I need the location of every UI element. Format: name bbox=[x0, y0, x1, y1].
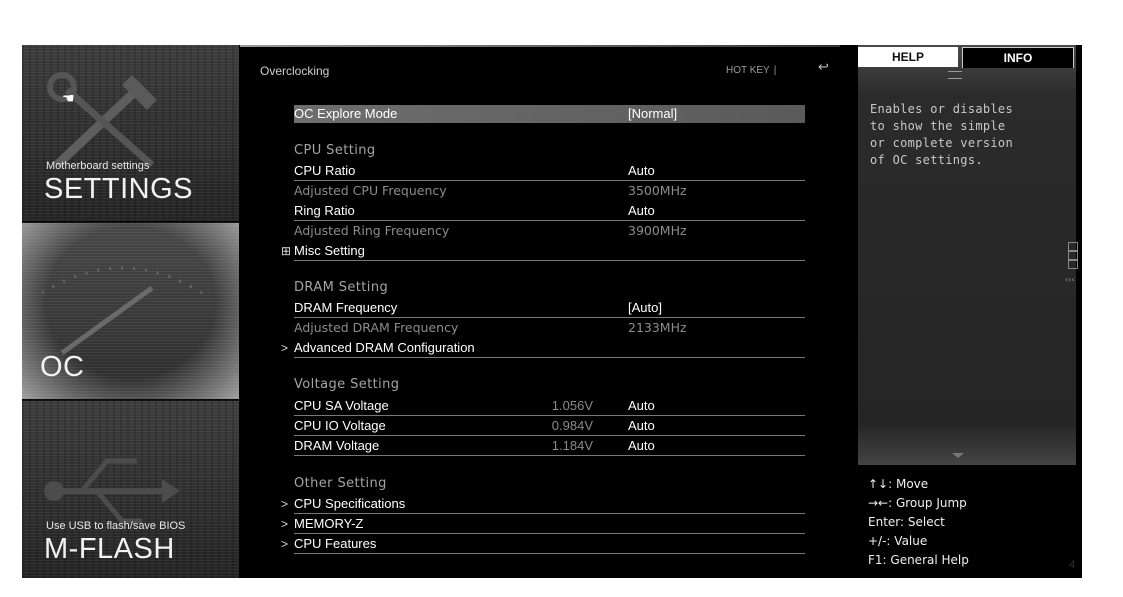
row-value: Auto bbox=[628, 203, 655, 218]
oc-title: OC bbox=[40, 351, 85, 383]
voltage-reading: 1.184V bbox=[551, 438, 593, 453]
row-label: Advanced DRAM Configuration bbox=[294, 340, 475, 355]
key-legend bbox=[868, 475, 969, 570]
key-legend-item: →←: Group Jump bbox=[868, 496, 967, 510]
adjusted-ring-frequency-row bbox=[294, 222, 805, 240]
ring-ratio-row[interactable] bbox=[294, 202, 805, 221]
row-label: Adjusted Ring Frequency bbox=[294, 223, 450, 238]
mflash-subtitle: Use USB to flash/save BIOS bbox=[46, 520, 186, 532]
row-label: Ring Ratio bbox=[294, 203, 355, 218]
scrollbar-segment[interactable] bbox=[1068, 260, 1078, 269]
chevron-right-icon: > bbox=[281, 497, 289, 511]
tab-info[interactable]: INFO bbox=[962, 47, 1074, 68]
section-header-label: Other Setting bbox=[294, 476, 387, 491]
adjusted-cpu-frequency-row bbox=[294, 182, 805, 200]
row-label: DRAM Frequency bbox=[294, 300, 398, 315]
help-line: of OC settings. bbox=[870, 153, 983, 167]
help-panel bbox=[840, 45, 1082, 578]
chevron-right-icon: > bbox=[281, 517, 289, 531]
scroll-up-grip-icon[interactable] bbox=[948, 71, 962, 79]
mflash-tile[interactable] bbox=[22, 401, 239, 578]
usb-icon bbox=[42, 441, 182, 531]
settings-title: SETTINGS bbox=[44, 173, 194, 205]
voltage-reading: 1.056V bbox=[551, 398, 593, 413]
oc-tile[interactable] bbox=[22, 223, 239, 400]
help-text bbox=[870, 101, 1066, 169]
help-line: or complete version bbox=[870, 136, 1013, 150]
dram-voltage-row[interactable] bbox=[294, 437, 805, 456]
sidebar bbox=[22, 45, 239, 578]
gauge-icon bbox=[32, 233, 222, 363]
breadcrumb: Overclocking bbox=[260, 64, 330, 78]
cpu-specifications-row[interactable] bbox=[281, 495, 805, 514]
tab-help[interactable]: HELP bbox=[858, 47, 958, 67]
section-header-label: DRAM Setting bbox=[294, 280, 389, 295]
row-label: CPU Ratio bbox=[294, 163, 356, 178]
hotkey-label: HOT KEY bbox=[726, 65, 770, 76]
mflash-title: M-FLASH bbox=[44, 533, 175, 565]
dram-frequency-row[interactable] bbox=[294, 299, 805, 318]
mouse-cursor-icon: ☚ bbox=[62, 91, 75, 107]
cpu-features-row[interactable] bbox=[281, 535, 805, 554]
chevron-right-icon: > bbox=[281, 341, 289, 355]
section-header-voltage bbox=[294, 376, 805, 394]
row-label: CPU SA Voltage bbox=[294, 398, 389, 413]
row-label: DRAM Voltage bbox=[294, 438, 380, 453]
scroll-down-grip-icon[interactable] bbox=[952, 453, 964, 458]
cpu-ratio-row[interactable] bbox=[294, 162, 805, 181]
row-value: 2133MHz bbox=[628, 320, 687, 335]
memory-z-row[interactable] bbox=[281, 515, 805, 534]
row-label: CPU IO Voltage bbox=[294, 418, 386, 433]
tools-icon bbox=[42, 65, 172, 175]
row-label: CPU Specifications bbox=[294, 496, 406, 511]
section-header-cpu bbox=[294, 142, 805, 160]
row-label: Misc Setting bbox=[294, 243, 365, 258]
row-value: Auto bbox=[628, 418, 655, 433]
section-header-label: CPU Setting bbox=[294, 143, 376, 158]
expand-icon: ⊞ bbox=[281, 244, 292, 258]
section-header-other bbox=[294, 475, 805, 493]
row-value: [Auto] bbox=[628, 300, 662, 315]
voltage-reading: 0.984V bbox=[551, 418, 593, 433]
page-number: 4 bbox=[1069, 559, 1076, 571]
help-line: Enables or disables bbox=[870, 102, 1013, 116]
main-panel bbox=[240, 45, 840, 578]
chevron-right-icon: > bbox=[281, 537, 289, 551]
row-value: 3500MHz bbox=[628, 183, 687, 198]
row-label: CPU Features bbox=[294, 536, 377, 551]
row-value: Auto bbox=[628, 438, 655, 453]
key-legend-item: F1: General Help bbox=[868, 553, 969, 567]
bios-screen bbox=[22, 45, 1082, 578]
row-value: Auto bbox=[628, 398, 655, 413]
row-label: OC Explore Mode bbox=[294, 106, 398, 121]
key-legend-item: +/-: Value bbox=[868, 534, 928, 548]
oc-explore-mode-row[interactable] bbox=[294, 105, 805, 123]
cpu-io-voltage-row[interactable] bbox=[294, 417, 805, 436]
row-value: [Normal] bbox=[628, 106, 678, 121]
back-icon[interactable]: ↩ bbox=[818, 60, 829, 75]
help-line: to show the simple bbox=[870, 119, 1006, 133]
settings-tile[interactable] bbox=[22, 45, 239, 222]
scrollbar-segment[interactable] bbox=[1068, 251, 1078, 260]
hotkey-separator: | bbox=[773, 65, 777, 76]
misc-setting-row[interactable] bbox=[281, 242, 805, 261]
section-header-label: Voltage Setting bbox=[294, 377, 400, 392]
row-value: 3900MHz bbox=[628, 223, 687, 238]
cpu-sa-voltage-row[interactable] bbox=[294, 397, 805, 416]
scrollbar-segment[interactable] bbox=[1068, 242, 1078, 251]
row-label: Adjusted DRAM Frequency bbox=[294, 320, 459, 335]
top-divider bbox=[240, 45, 840, 47]
section-header-dram bbox=[294, 279, 805, 297]
row-label: Adjusted CPU Frequency bbox=[294, 183, 447, 198]
advanced-dram-configuration-row[interactable] bbox=[281, 339, 805, 358]
row-label: MEMORY-Z bbox=[294, 516, 364, 531]
row-value: Auto bbox=[628, 163, 655, 178]
key-legend-item: Enter: Select bbox=[868, 515, 945, 529]
settings-subtitle: Motherboard settings bbox=[46, 160, 150, 172]
collapse-arrows-icon[interactable]: ‹‹‹ bbox=[1065, 275, 1075, 284]
hotkey[interactable] bbox=[726, 65, 780, 76]
adjusted-dram-frequency-row bbox=[294, 319, 805, 337]
key-legend-item: ↑↓: Move bbox=[868, 477, 929, 491]
